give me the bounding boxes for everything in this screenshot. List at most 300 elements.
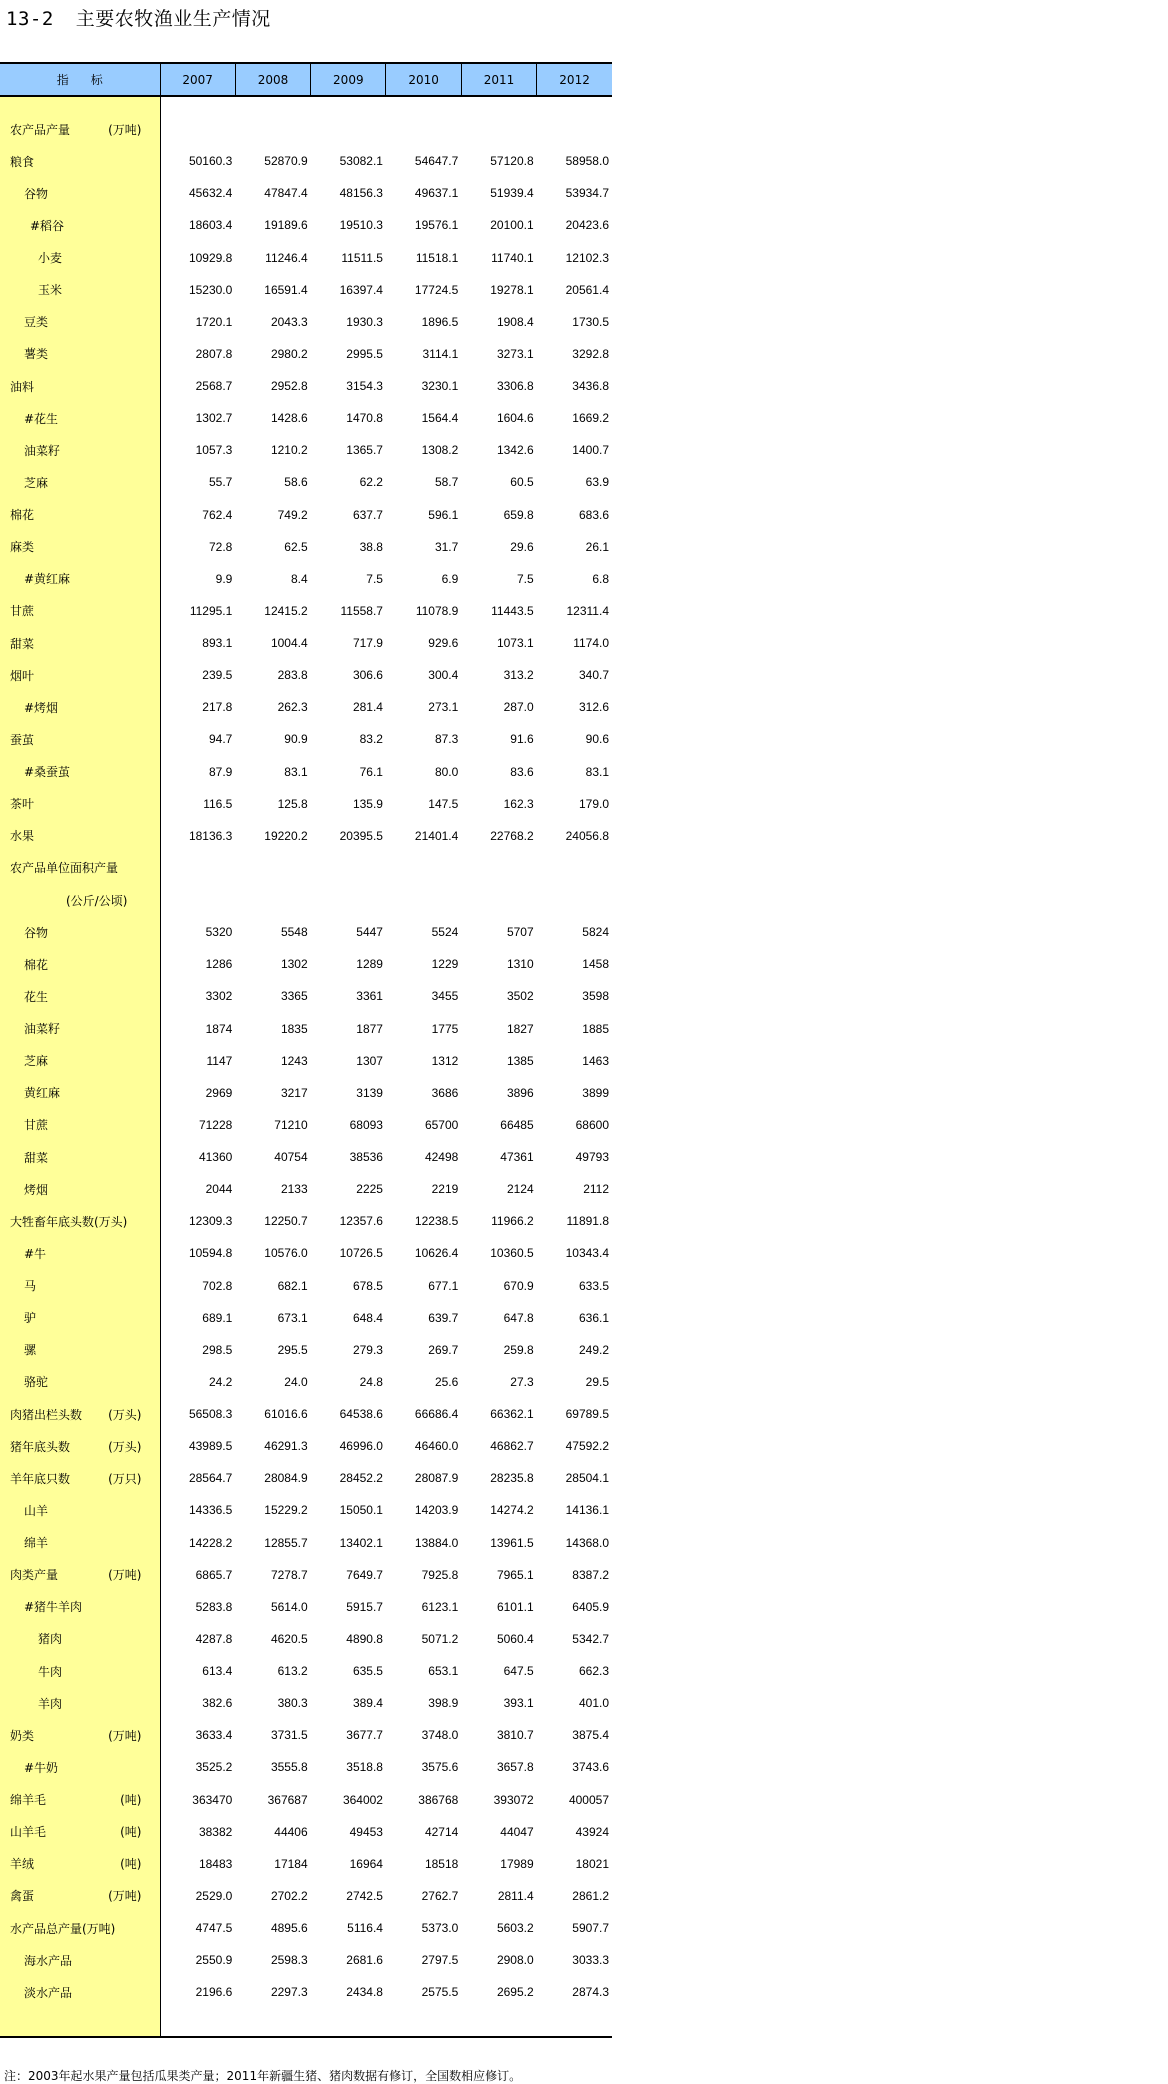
value-cell: 5603.2 <box>496 1921 534 1936</box>
table-row <box>0 177 612 209</box>
value-cell: 3114.1 <box>422 346 459 361</box>
indicator-label: 羊绒 <box>10 1857 35 1872</box>
value-cell: 54647.7 <box>414 154 459 169</box>
indicator-cell <box>0 1205 160 1237</box>
table-row <box>0 1173 612 1205</box>
table-row <box>0 1527 612 1559</box>
value-cell: 5071.2 <box>421 1631 459 1646</box>
value-cell: 40754 <box>274 1150 308 1165</box>
indicator-label: 甘蔗 <box>24 1118 49 1133</box>
value-cell: 16397.4 <box>339 282 383 297</box>
value-cell: 5116.4 <box>347 1921 383 1936</box>
value-cell: 3875.4 <box>572 1728 609 1743</box>
value-cell: 47847.4 <box>264 186 308 201</box>
value-cell: 1896.5 <box>421 314 459 329</box>
value-cell: 400057 <box>568 1792 609 1807</box>
value-cell: 8.4 <box>290 571 308 586</box>
value-cell: 41360 <box>198 1150 233 1165</box>
value-cell: 363470 <box>192 1792 233 1807</box>
indicator-label: #黄红麻 <box>24 572 71 587</box>
indicator-cell <box>0 531 160 563</box>
value-cell: 11295.1 <box>189 603 233 618</box>
value-cell: 58958.0 <box>565 154 609 169</box>
indicator-label: #花生 <box>24 411 59 426</box>
indicator-label: 猪年底头数 <box>10 1439 71 1454</box>
indicator-cell <box>0 723 160 755</box>
value-cell: 66362.1 <box>490 1407 534 1422</box>
value-cell: 17724.5 <box>414 282 459 297</box>
value-cell: 5614.0 <box>270 1599 308 1614</box>
indicator-cell <box>0 691 160 723</box>
indicator-cell <box>0 1302 160 1334</box>
indicator-cell <box>0 980 160 1012</box>
value-cell: 273.1 <box>428 700 459 715</box>
indicator-label: 水果 <box>10 829 35 844</box>
value-cell: 295.5 <box>277 1342 308 1357</box>
value-cell: 217.8 <box>202 700 233 715</box>
value-cell: 3677.7 <box>346 1728 383 1743</box>
value-cell: 3365 <box>280 989 308 1004</box>
value-cell: 1775 <box>431 1021 459 1036</box>
value-cell: 11511.5 <box>341 250 383 265</box>
indicator-label: 烟叶 <box>10 668 35 683</box>
indicator-cell <box>0 1398 160 1430</box>
indicator-label: 小麦 <box>38 251 63 266</box>
value-cell: 249.2 <box>578 1342 609 1357</box>
indicator-label: 山羊毛 <box>10 1825 47 1840</box>
indicator-label: 肉猪出栏头数 <box>10 1407 83 1422</box>
value-cell: 58.6 <box>284 475 308 490</box>
value-cell: 69789.5 <box>565 1407 609 1422</box>
indicator-label: 甘蔗 <box>10 604 35 619</box>
value-cell: 55.7 <box>208 475 233 490</box>
value-cell: 262.3 <box>277 700 308 715</box>
indicator-unit: (万头) <box>108 1439 142 1454</box>
value-cell: 3436.8 <box>572 379 609 394</box>
value-cell: 9.9 <box>215 571 233 586</box>
value-cell: 13961.5 <box>490 1535 534 1550</box>
table-row <box>0 1462 612 1494</box>
value-cell: 28452.2 <box>339 1471 383 1486</box>
indicator-cell <box>0 177 160 209</box>
value-cell <box>235 884 310 916</box>
value-cell: 382.6 <box>202 1696 233 1711</box>
value-cell: 2568.7 <box>195 379 233 394</box>
year-header: 2010 <box>386 63 461 96</box>
indicator-label: 甜菜 <box>10 636 35 651</box>
table-row <box>0 1655 612 1687</box>
value-cell: 7649.7 <box>346 1567 383 1582</box>
indicator-header: 指标 <box>0 63 160 96</box>
value-cell: 283.8 <box>277 668 308 683</box>
table-row <box>0 1784 612 1816</box>
table-row <box>0 1270 612 1302</box>
table-body <box>0 96 612 2037</box>
value-cell: 1930.3 <box>346 314 383 329</box>
value-cell <box>461 113 536 145</box>
footnote: 注：2003年起水果产量包括瓜果类产量；2011年新疆生猪、猪肉数据有修订，全国数相应修订。 <box>4 2069 522 2083</box>
table-row <box>0 884 612 916</box>
value-cell: 64538.6 <box>339 1407 383 1422</box>
value-cell: 42714 <box>424 1824 459 1839</box>
value-cell: 1874 <box>205 1021 233 1036</box>
value-cell <box>386 852 461 884</box>
value-cell: 28235.8 <box>490 1471 534 1486</box>
value-cell: 2681.6 <box>346 1953 383 1968</box>
value-cell: 20423.6 <box>565 218 609 233</box>
value-cell: 10626.4 <box>414 1246 459 1261</box>
value-cell: 6123.1 <box>421 1599 459 1614</box>
indicator-label: 大牲畜年底头数(万头) <box>10 1214 128 1229</box>
value-cell: 147.5 <box>428 796 459 811</box>
indicator-label: 猪肉 <box>38 1632 63 1647</box>
value-cell: 313.2 <box>503 668 534 683</box>
indicator-label: 淡水产品 <box>24 1985 73 2000</box>
value-cell: 46291.3 <box>264 1439 308 1454</box>
value-cell: 11558.7 <box>340 603 383 618</box>
value-cell: 2995.5 <box>346 346 383 361</box>
value-cell: 3598 <box>582 989 609 1004</box>
value-cell: 10929.8 <box>188 250 233 265</box>
value-cell: 1604.6 <box>496 411 534 426</box>
indicator-label: 豆类 <box>24 315 49 330</box>
indicator-label: 农产品单位面积产量 <box>10 861 119 876</box>
value-cell: 5320 <box>205 925 233 940</box>
value-cell: 83.6 <box>510 764 534 779</box>
value-cell: 1428.6 <box>270 411 308 426</box>
indicator-label: (公斤/公顷) <box>66 893 128 908</box>
table-row <box>0 145 612 177</box>
year-header: 2007 <box>160 63 235 96</box>
indicator-unit: (万只) <box>108 1471 142 1486</box>
value-cell <box>537 113 612 145</box>
value-cell: 66485 <box>500 1117 534 1132</box>
value-cell: 28564.7 <box>188 1471 233 1486</box>
value-cell: 16964 <box>349 1856 383 1871</box>
value-cell: 14368.0 <box>565 1535 609 1550</box>
value-cell: 7965.1 <box>496 1567 534 1582</box>
table-row <box>0 1944 612 1976</box>
value-cell <box>311 113 386 145</box>
value-cell: 1302.7 <box>195 411 233 426</box>
value-cell: 929.6 <box>428 636 459 651</box>
value-cell: 91.6 <box>510 732 534 747</box>
value-cell: 10594.8 <box>188 1246 233 1261</box>
value-cell: 635.5 <box>352 1664 383 1679</box>
value-cell: 637.7 <box>352 507 383 522</box>
value-cell: 46460.0 <box>414 1439 459 1454</box>
value-cell: 3154.3 <box>346 379 383 394</box>
value-cell: 2297.3 <box>270 1985 308 2000</box>
value-cell: 18603.4 <box>188 218 233 233</box>
value-cell: 4287.8 <box>195 1631 233 1646</box>
indicator-cell <box>0 1944 160 1976</box>
value-cell: 27.3 <box>510 1374 534 1389</box>
indicator-label: 烤烟 <box>24 1182 49 1197</box>
value-cell: 7.5 <box>366 571 383 586</box>
indicator-cell <box>0 1816 160 1848</box>
indicator-label: 绵羊 <box>24 1536 49 1551</box>
table-row <box>0 1623 612 1655</box>
value-cell: 18518 <box>424 1856 459 1871</box>
table-row <box>0 916 612 948</box>
indicator-cell <box>0 595 160 627</box>
value-cell: 11078.9 <box>415 603 459 618</box>
value-cell: 12311.4 <box>566 603 609 618</box>
value-cell: 56508.3 <box>188 1407 233 1422</box>
value-cell: 18136.3 <box>188 828 233 843</box>
value-cell: 364002 <box>342 1792 383 1807</box>
value-cell: 3302 <box>205 989 233 1004</box>
value-cell: 3686 <box>431 1085 459 1100</box>
indicator-cell <box>0 1976 160 2008</box>
value-cell: 29.6 <box>510 539 534 554</box>
value-cell: 24.8 <box>359 1374 383 1389</box>
value-cell: 3899 <box>582 1085 609 1100</box>
value-cell: 312.6 <box>578 700 609 715</box>
value-cell: 648.4 <box>352 1310 383 1325</box>
value-cell: 2811.4 <box>497 1888 534 1903</box>
value-cell: 7278.7 <box>270 1567 308 1582</box>
indicator-label: 羊肉 <box>38 1696 63 1711</box>
value-cell: 647.5 <box>503 1664 534 1679</box>
value-cell: 24.0 <box>284 1374 308 1389</box>
indicator-label: #牛 <box>24 1246 47 1261</box>
value-cell: 49793 <box>575 1150 609 1165</box>
value-cell <box>537 884 612 916</box>
value-cell: 2861.2 <box>572 1888 609 1903</box>
indicator-label: #牛奶 <box>24 1760 59 1775</box>
value-cell: 5524 <box>431 925 459 940</box>
value-cell: 5283.8 <box>195 1599 233 1614</box>
table-row <box>0 1205 612 1237</box>
indicator-label: 芝麻 <box>24 1054 49 1069</box>
table-row <box>0 1816 612 1848</box>
value-cell: 116.5 <box>203 796 233 811</box>
table-row <box>0 1398 612 1430</box>
indicator-cell <box>0 209 160 241</box>
value-cell: 2529.0 <box>195 1888 233 1903</box>
value-cell: 5707 <box>506 925 534 940</box>
value-cell: 2196.6 <box>195 1985 233 2000</box>
value-cell: 3633.4 <box>195 1728 233 1743</box>
value-cell: 6.8 <box>592 571 609 586</box>
indicator-label: 玉米 <box>38 283 63 298</box>
value-cell: 3217 <box>280 1085 308 1100</box>
table-row <box>0 434 612 466</box>
indicator-cell <box>0 1527 160 1559</box>
table-row <box>0 1141 612 1173</box>
indicator-label: #烤烟 <box>24 700 59 715</box>
table-row <box>0 788 612 820</box>
value-cell: 1835 <box>280 1021 308 1036</box>
value-cell: 3575.6 <box>421 1760 459 1775</box>
value-cell: 633.5 <box>578 1278 609 1293</box>
value-cell: 3033.3 <box>572 1953 609 1968</box>
indicator-label: 油菜籽 <box>24 1022 61 1037</box>
indicator-label: 牛肉 <box>38 1664 63 1679</box>
value-cell: 398.9 <box>428 1696 459 1711</box>
indicator-label: 甜菜 <box>24 1150 49 1165</box>
value-cell: 6101.1 <box>496 1599 534 1614</box>
value-cell: 57120.8 <box>490 154 534 169</box>
value-cell: 12102.3 <box>565 250 609 265</box>
value-cell: 1470.8 <box>346 411 383 426</box>
indicator-cell <box>0 1848 160 1880</box>
table-number: 13-2 <box>6 8 54 30</box>
table-row <box>0 1077 612 1109</box>
value-cell: 636.1 <box>578 1310 609 1325</box>
indicator-unit: (万吨) <box>108 1728 142 1743</box>
value-cell: 12357.6 <box>339 1214 383 1229</box>
value-cell: 14228.2 <box>188 1535 233 1550</box>
value-cell: 46862.7 <box>490 1439 534 1454</box>
value-cell: 19278.1 <box>490 282 534 297</box>
value-cell: 14136.1 <box>565 1503 609 1518</box>
table-row <box>0 1109 612 1141</box>
indicator-label: #猪牛羊肉 <box>24 1600 83 1615</box>
value-cell: 18021 <box>575 1856 609 1871</box>
value-cell: 1827 <box>506 1021 534 1036</box>
value-cell: 5907.7 <box>572 1921 609 1936</box>
value-cell: 25.6 <box>434 1374 459 1389</box>
value-cell: 287.0 <box>503 700 534 715</box>
value-cell: 83.1 <box>585 764 609 779</box>
value-cell: 38382 <box>198 1824 233 1839</box>
indicator-label: 驴 <box>24 1311 37 1326</box>
indicator-label: 海水产品 <box>24 1953 73 1968</box>
value-cell: 11246.4 <box>265 250 308 265</box>
table-header <box>0 63 612 96</box>
value-cell: 2702.2 <box>270 1888 308 1903</box>
value-cell: 49637.1 <box>414 186 459 201</box>
value-cell: 673.1 <box>277 1310 308 1325</box>
value-cell: 1365.7 <box>346 443 383 458</box>
table-row <box>0 691 612 723</box>
indicator-label: 奶类 <box>10 1728 35 1743</box>
value-cell: 3230.1 <box>421 379 459 394</box>
value-cell: 28087.9 <box>414 1471 459 1486</box>
value-cell: 49453 <box>349 1824 383 1839</box>
table-row <box>0 1334 612 1366</box>
value-cell: 47361 <box>500 1150 534 1165</box>
value-cell: 31.7 <box>434 539 459 554</box>
value-cell: 135.9 <box>352 796 383 811</box>
indicator-cell <box>0 1494 160 1526</box>
indicator-cell <box>0 1237 160 1269</box>
value-cell: 3810.7 <box>496 1728 534 1743</box>
indicator-cell <box>0 113 160 145</box>
data-table <box>0 62 612 2038</box>
value-cell: 1877 <box>356 1021 383 1036</box>
value-cell: 306.6 <box>352 668 383 683</box>
value-cell <box>537 852 612 884</box>
table-row <box>0 1976 612 2008</box>
value-cell <box>311 884 386 916</box>
table-row <box>0 1880 612 1912</box>
value-cell: 639.7 <box>428 1310 459 1325</box>
value-cell: 20395.5 <box>339 828 383 843</box>
table-row <box>0 1494 612 1526</box>
indicator-cell <box>0 1623 160 1655</box>
value-cell: 11891.8 <box>566 1214 609 1229</box>
year-header: 2012 <box>537 63 612 96</box>
indicator-label: 骆驼 <box>24 1375 49 1390</box>
value-cell: 65700 <box>424 1117 459 1132</box>
value-cell: 44047 <box>500 1824 534 1839</box>
value-cell: 14203.9 <box>414 1503 459 1518</box>
value-cell <box>461 852 536 884</box>
value-cell: 26.1 <box>585 539 609 554</box>
value-cell: 1885 <box>582 1021 609 1036</box>
value-cell: 16591.4 <box>264 282 308 297</box>
value-cell: 52870.9 <box>264 154 308 169</box>
table-row <box>0 659 612 691</box>
value-cell: 17989 <box>500 1856 534 1871</box>
value-cell: 647.8 <box>503 1310 534 1325</box>
indicator-cell <box>0 948 160 980</box>
value-cell: 12238.5 <box>414 1214 459 1229</box>
value-cell: 1342.6 <box>496 443 534 458</box>
value-cell: 269.7 <box>428 1342 459 1357</box>
value-cell: 3518.8 <box>346 1760 383 1775</box>
indicator-cell <box>0 1141 160 1173</box>
value-cell: 677.1 <box>428 1278 459 1293</box>
value-cell: 3525.2 <box>195 1760 233 1775</box>
value-cell: 2695.2 <box>496 1985 534 2000</box>
value-cell: 2762.7 <box>421 1888 459 1903</box>
value-cell: 1310 <box>506 957 534 972</box>
value-cell: 281.4 <box>352 700 383 715</box>
value-cell: 683.6 <box>578 507 609 522</box>
value-cell: 51939.4 <box>490 186 534 201</box>
value-cell: 300.4 <box>428 668 459 683</box>
value-cell: 393.1 <box>503 1696 534 1711</box>
indicator-cell <box>0 1109 160 1141</box>
value-cell: 63.9 <box>585 475 609 490</box>
value-cell: 3273.1 <box>496 346 534 361</box>
value-cell: 1564.4 <box>421 411 459 426</box>
table-row <box>0 595 612 627</box>
indicator-label: 绵羊毛 <box>10 1793 47 1808</box>
indicator-cell <box>0 434 160 466</box>
indicator-cell <box>0 1719 160 1751</box>
value-cell: 11966.2 <box>491 1214 534 1229</box>
value-cell: 87.3 <box>434 732 459 747</box>
value-cell: 2980.2 <box>270 346 308 361</box>
indicator-label: 水产品总产量(万吨) <box>10 1921 116 1936</box>
value-cell: 68093 <box>349 1117 383 1132</box>
value-cell <box>235 113 310 145</box>
value-cell: 689.1 <box>202 1310 233 1325</box>
value-cell: 14336.5 <box>188 1503 233 1518</box>
indicator-cell <box>0 1559 160 1591</box>
value-cell: 46996.0 <box>339 1439 383 1454</box>
value-cell: 19510.3 <box>339 218 383 233</box>
value-cell: 58.7 <box>434 475 459 490</box>
indicator-label: 花生 <box>24 989 49 1004</box>
value-cell: 6.9 <box>441 571 459 586</box>
indicator-label: 粮食 <box>10 154 35 169</box>
value-cell: 2434.8 <box>346 1985 383 2000</box>
value-cell: 380.3 <box>277 1696 308 1711</box>
indicator-label: 禽蛋 <box>10 1889 35 1904</box>
value-cell: 3743.6 <box>572 1760 609 1775</box>
indicator-label: 油菜籽 <box>24 443 61 458</box>
value-cell: 1302 <box>280 957 308 972</box>
indicator-label: 蚕茧 <box>10 732 35 747</box>
value-cell: 1147 <box>206 1053 233 1068</box>
